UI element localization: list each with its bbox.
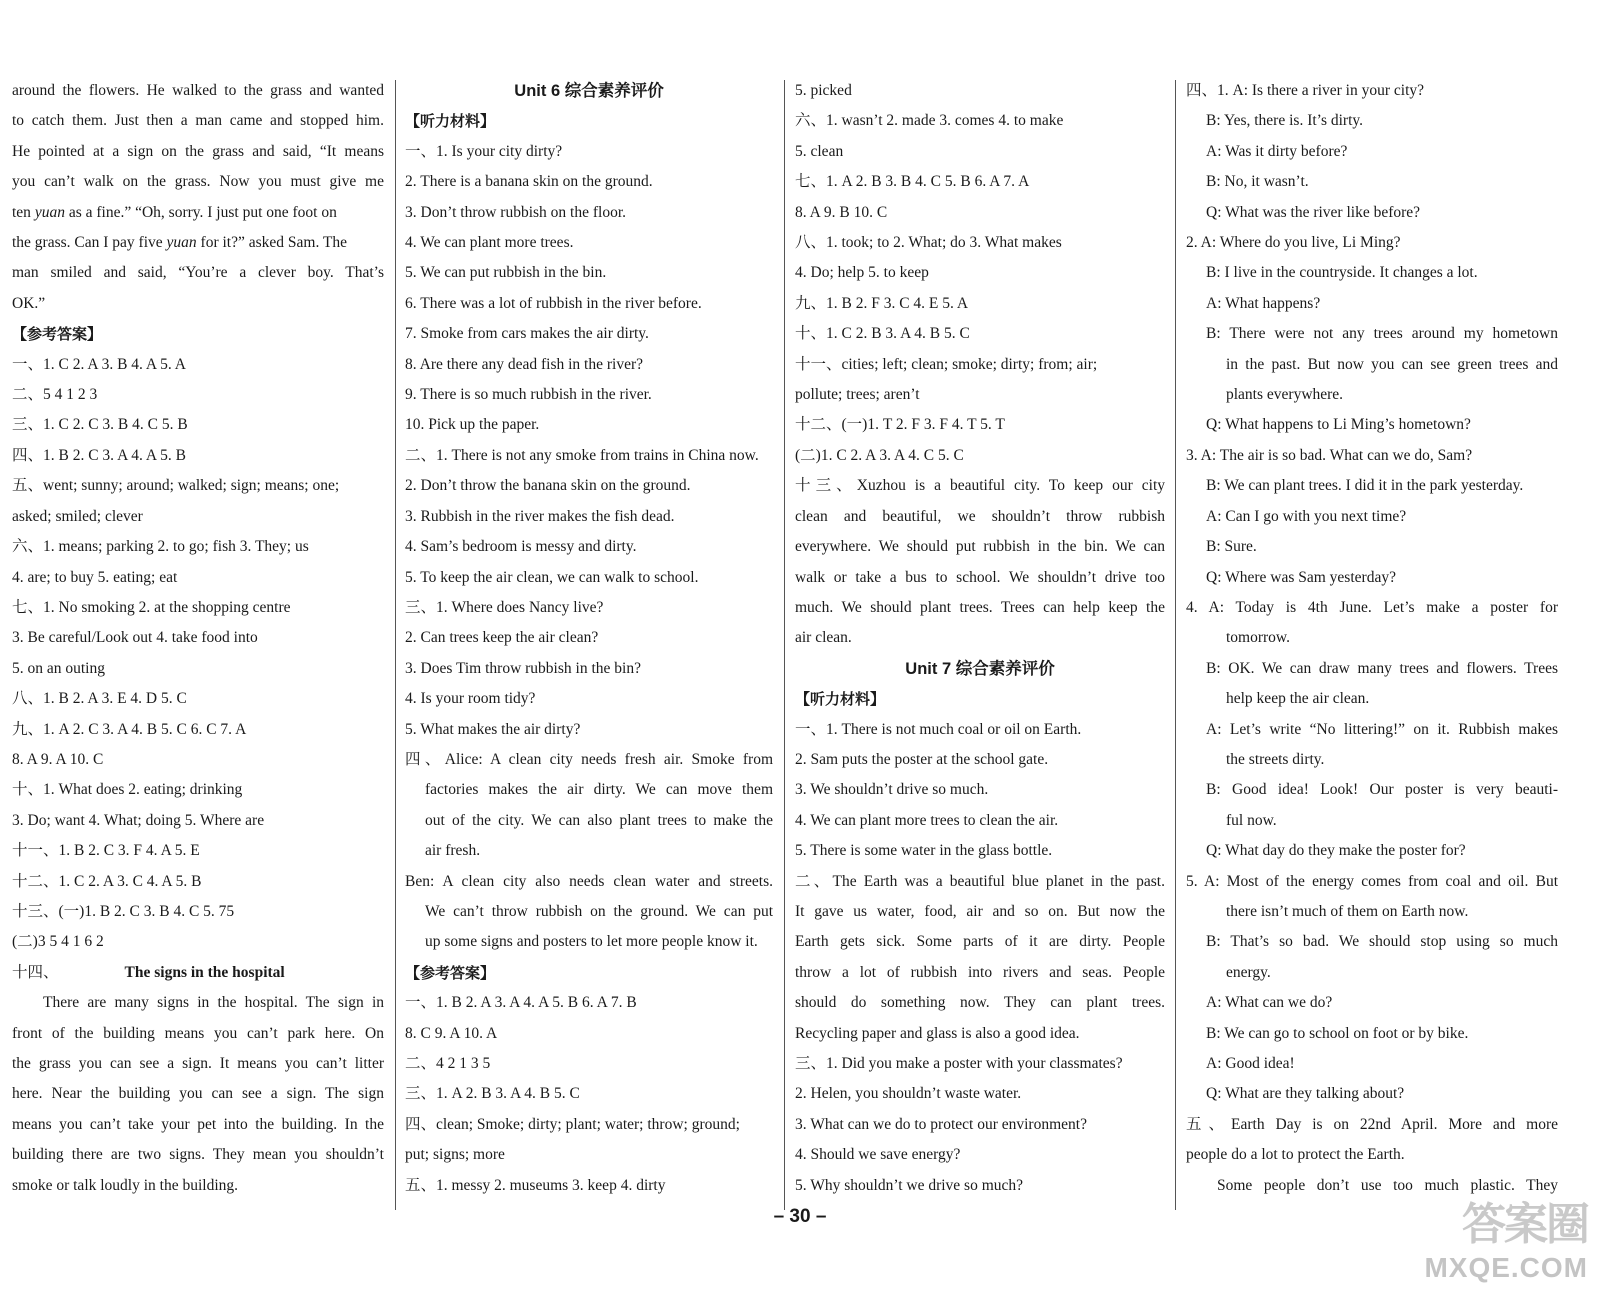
listening-line: 5. We can put rubbish in the bin. (405, 264, 607, 282)
essay-label: 十四、 (12, 963, 59, 981)
listening-line: 一、1. There is not much coal or oil on Earth. (795, 720, 1082, 738)
story-line: He pointed at a sign on the grass and said, “It means (12, 142, 384, 160)
listening-list (795, 715, 1165, 867)
story-line: around the flowers. He walked to the grass and wanted (12, 82, 384, 99)
answer-line: (二)1. C 2. A 3. A 4. C 5. C (795, 446, 964, 464)
dialog-line: B: That’s so bad. We should stop using so much (1206, 933, 1558, 951)
answer-line: 三、1. C 2. C 3. B 4. C 5. B (12, 416, 188, 434)
listening-line: 4. Is your room tidy? (405, 690, 536, 708)
answer-line: 十、1. What does 2. eating; drinking (12, 781, 243, 799)
essay-line: 十三、Xuzhou is a beautiful city. To keep our city (795, 477, 1165, 495)
passage-line: should do something now. They can plant trees. (795, 994, 1165, 1012)
dialog-line: B: I live in the countryside. It changes a lot. (1206, 264, 1478, 282)
column-4 (1186, 76, 1558, 1216)
story-line: you can’t walk on the grass. Now you must give me (12, 173, 384, 191)
essay-body (795, 471, 1165, 653)
listening-line: 2. Can trees keep the air clean? (405, 629, 599, 647)
listening-line: 2. There is a banana skin on the ground. (405, 173, 653, 191)
answer-line: 十一、1. B 2. C 3. F 4. A 5. E (12, 842, 200, 860)
answer-line: 六、1. means; parking 2. to go; fish 3. They; us (12, 538, 309, 556)
answer-line: 九、1. A 2. C 3. A 4. B 5. C 6. C 7. A (12, 720, 247, 738)
dialog-line: ful now. (1226, 811, 1277, 829)
dialog-ben (405, 867, 773, 958)
dialog-line: Ben: A clean city also needs clean water and streets. (405, 872, 773, 890)
passage-line: throw a lot of rubbish into rivers and seas. People (795, 963, 1165, 981)
story-text: for it?” asked Sam. The (196, 234, 348, 252)
listening-line: 8. Are there any dead fish in the river? (405, 355, 644, 373)
question-list (795, 1049, 1165, 1201)
answer-line: 二、5 4 1 2 3 (12, 386, 98, 404)
answer-line: 二、4 2 1 3 5 (405, 1055, 491, 1072)
column-1 (12, 76, 384, 1216)
dialog-line: 5. A: Most of the energy comes from coal and oil. But (1186, 872, 1558, 890)
dialog-line: B: We can plant trees. I did it in the park yesterday. (1206, 477, 1524, 495)
essay-body (12, 988, 384, 1201)
listening-line: 7. Smoke from cars makes the air dirty. (405, 325, 649, 343)
listening-line: 3. Don’t throw rubbish on the floor. (405, 203, 627, 221)
answers-heading: 【参考答案】 (12, 325, 103, 344)
answer-line: asked; smiled; clever (12, 507, 143, 525)
answer-line: 4. Do; help 5. to keep (795, 264, 929, 282)
answer-line: 5. clean (795, 142, 844, 160)
dialog-line: 3. A: The air is so bad. What can we do, Sam? (1186, 446, 1473, 464)
column-divider-3 (1175, 80, 1176, 1210)
dialog-line: B: Yes, there is. It’s dirty. (1206, 112, 1364, 130)
essay-line: means you can’t take your pet into the building. In the (12, 1115, 384, 1133)
passage-line: Recycling paper and glass is also a good idea. (795, 1024, 1080, 1042)
watermark-logo: 答案圈 (1462, 1199, 1588, 1250)
answer-line: 一、1. B 2. A 3. A 4. A 5. B 6. A 7. B (405, 994, 637, 1012)
listening-line: 3. We shouldn’t drive so much. (795, 781, 989, 799)
dialog-line: 2. A: Where do you live, Li Ming? (1186, 234, 1401, 252)
essay-line: here. Near the building you can see a sign. The sign (12, 1085, 384, 1103)
dialog-line: A: What can we do? (1206, 994, 1333, 1012)
answer-line: 七、1. No smoking 2. at the shopping centre (12, 598, 291, 616)
answer-line: 8. A 9. B 10. C (795, 203, 888, 221)
listening-line: 一、1. Is your city dirty? (405, 142, 563, 160)
dialog-line: plants everywhere. (1226, 386, 1344, 404)
answer-list (405, 988, 773, 1201)
listening-line: 10. Pick up the paper. (405, 416, 540, 434)
dialog-line: in the past. But now you can see green trees and (1226, 355, 1558, 373)
essay-line: much. We should plant trees. Trees can help keep the (795, 598, 1165, 616)
answer-line: 八、1. B 2. A 3. E 4. D 5. C (12, 690, 187, 708)
answer-line: 六、1. wasn’t 2. made 3. comes 4. to make (795, 112, 1064, 130)
answer-line: 十二、1. C 2. A 3. C 4. A 5. B (12, 872, 202, 890)
answer-line: 十二、(一)1. T 2. F 3. F 4. T 5. T (795, 416, 1005, 434)
essay-line: building there are two signs. They mean you shouldn’t (12, 1146, 384, 1164)
question-line: 2. Helen, you shouldn’t waste water. (795, 1085, 1022, 1103)
dialog-line: tomorrow. (1226, 629, 1290, 647)
story-line (12, 228, 384, 258)
dialog-line: A: Good idea! (1206, 1055, 1295, 1072)
answer-line: 五、went; sunny; around; walked; sign; means; one; (12, 477, 340, 495)
listening-line: 3. Rubbish in the river makes the fish dead. (405, 507, 675, 525)
watermark (1398, 1188, 1594, 1286)
listening-heading: 【听力材料】 (795, 690, 886, 709)
dialog-line: A: Let’s write “No littering!” on it. Rubbish makes (1206, 720, 1558, 738)
dialog-line: up some signs and posters to let more people know it. (425, 933, 758, 951)
answer-line: 5. picked (795, 82, 852, 99)
listening-heading: 【听力材料】 (405, 112, 496, 131)
essay-line: There are many signs in the hospital. The sign in (43, 994, 384, 1012)
answer-line: put; signs; more (405, 1146, 505, 1164)
dialog-line: Q: What was the river like before? (1206, 203, 1421, 221)
dialog-line: B: No, it wasn’t. (1206, 173, 1309, 191)
page-number: – 30 – (773, 1206, 827, 1227)
listening-line: 4. We can plant more trees to clean the air. (795, 811, 1059, 829)
dialog-line: B: Good idea! Look! Our poster is very beauti- (1206, 781, 1558, 799)
answer-line: 4. are; to buy 5. eating; eat (12, 568, 178, 586)
dialog-alice (405, 745, 773, 867)
passage-line: It gave us water, food, air and so on. But now the (795, 902, 1165, 920)
answer-list (12, 350, 384, 958)
listening-line: 5. To keep the air clean, we can walk to school. (405, 568, 699, 586)
answer-line: 3. Be careful/Look out 4. take food into (12, 629, 258, 647)
essay-line: walk or take a bus to school. We shouldn’t drive too (795, 568, 1165, 586)
dialog-line: A: Was it dirty before? (1206, 142, 1348, 160)
answer-line: 四、clean; Smoke; dirty; plant; water; throw; ground; (405, 1115, 740, 1133)
answer-list (795, 76, 1165, 471)
answer-line: 十、1. C 2. B 3. A 4. B 5. C (795, 325, 970, 343)
question-line: 4. Should we save energy? (795, 1146, 961, 1164)
dialog-line: out of the city. We can also plant trees to make the (425, 811, 773, 829)
dialog-line: B: We can go to school on foot or by bike. (1206, 1024, 1469, 1042)
dialog-line: Q: What happens to Li Ming’s hometown? (1206, 416, 1471, 434)
story-line (12, 198, 384, 228)
story-text: the grass. Can I pay five (12, 234, 167, 252)
dialog-line: We can’t throw rubbish on the ground. We can put (425, 902, 773, 920)
answer-line: 七、1. A 2. B 3. B 4. C 5. B 6. A 7. A (795, 173, 1030, 191)
listening-line: 三、1. Where does Nancy live? (405, 598, 604, 616)
dialog-line: A: What happens? (1206, 294, 1321, 312)
essay-title: The signs in the hospital (124, 963, 285, 981)
answer-line: 5. on an outing (12, 659, 105, 677)
answer-line: (二)3 5 4 1 6 2 (12, 933, 104, 951)
answer-line: 3. Do; want 4. What; doing 5. Where are (12, 811, 265, 829)
story-line: OK.” (12, 294, 46, 312)
story-line: to catch them. Just then a man came and stopped him. (12, 112, 384, 130)
story-italic-word: yuan (166, 234, 197, 252)
dialog-line: Q: Where was Sam yesterday? (1206, 568, 1396, 586)
dialog-line: B: OK. We can draw many trees and flowers. Trees (1206, 659, 1558, 677)
essay-line: front of the building means you can’t park here. On (12, 1024, 384, 1042)
dialog-list (1186, 76, 1558, 1201)
essay-line: the grass you can see a sign. It means you can’t litter (12, 1055, 384, 1072)
dialog-line: A: Can I go with you next time? (1206, 507, 1407, 525)
question-line: 5. Why shouldn’t we drive so much? (795, 1176, 1024, 1194)
column-2 (405, 76, 773, 1216)
column-divider-1 (395, 80, 396, 1210)
dialog-line: factories makes the air dirty. We can move them (425, 781, 773, 799)
question-line: 3. What can we do to protect our environment? (795, 1115, 1087, 1133)
column-3 (795, 76, 1165, 1216)
unit-6-title: Unit 6 综合素养评价 (514, 82, 664, 100)
dialog-line: B: There were not any trees around my hometown (1206, 325, 1558, 343)
answer-line: 8. A 9. A 10. C (12, 750, 104, 768)
dialog-line: Some people don’t use too much plastic. They (1217, 1176, 1558, 1194)
answer-line: 五、1. messy 2. museums 3. keep 4. dirty (405, 1176, 666, 1194)
answer-line: 十一、cities; left; clean; smoke; dirty; from; air; (795, 355, 1098, 373)
listening-line: 5. What makes the air dirty? (405, 720, 581, 738)
listening-line: 5. There is some water in the glass bottle. (795, 842, 1053, 860)
column-divider-2 (784, 80, 785, 1210)
answer-line: 十三、(一)1. B 2. C 3. B 4. C 5. 75 (12, 902, 235, 920)
listening-list (405, 137, 773, 745)
dialog-line: 四、1. A: Is there a river in your city? (1186, 82, 1425, 99)
dialog-line: 四、Alice: A clean city needs fresh air. Smoke from (405, 750, 773, 768)
dialog-line: help keep the air clean. (1226, 690, 1370, 708)
story-italic-word: yuan (34, 203, 65, 221)
answer-line: 8. C 9. A 10. A (405, 1024, 498, 1042)
answer-line: 八、1. took; to 2. What; do 3. What makes (795, 234, 1062, 252)
answers-heading: 【参考答案】 (405, 963, 496, 982)
listening-line: 2. Sam puts the poster at the school gate. (795, 750, 1049, 768)
passage-line: Earth gets sick. Some parts of it are dirty. People (795, 933, 1165, 951)
story-text: ten (12, 203, 35, 221)
essay-line: everywhere. We should put rubbish in the bin. We can (795, 538, 1165, 556)
answer-line: 九、1. B 2. F 3. C 4. E 5. A (795, 294, 969, 312)
unit-7-title: Unit 7 综合素养评价 (905, 659, 1055, 678)
story-text: as a fine.” “Oh, sorry. I just put one foot on (64, 203, 337, 221)
listening-line: 2. Don’t throw the banana skin on the ground. (405, 477, 691, 495)
listening-line: 二、1. There is not any smoke from trains in China now. (405, 446, 759, 464)
dialog-line: 4. A: Today is 4th June. Let’s make a poster for (1186, 598, 1558, 616)
story-line: man smiled and said, “You’re a clever boy. That’s (12, 264, 384, 282)
listening-line: 9. There is so much rubbish in the river. (405, 386, 652, 404)
listening-line: 4. We can plant more trees. (405, 234, 574, 252)
listening-line: 4. Sam’s bedroom is messy and dirty. (405, 538, 637, 556)
essay-line: clean and beautiful, we shouldn’t throw rubbish (795, 507, 1165, 525)
listening-passage (795, 867, 1165, 1049)
answer-line: pollute; trees; aren’t (795, 386, 920, 404)
dialog-line: B: Sure. (1206, 538, 1257, 556)
essay-title-line (12, 958, 384, 988)
dialog-line: the streets dirty. (1226, 750, 1325, 768)
dialog-line: air fresh. (425, 842, 481, 860)
essay-line: smoke or talk loudly in the building. (12, 1176, 239, 1194)
dialog-line: people do a lot to protect the Earth. (1186, 1146, 1405, 1164)
dialog-line: Q: What are they talking about? (1206, 1085, 1405, 1103)
dialog-line: there isn’t much of them on Earth now. (1226, 902, 1469, 920)
answer-line: 一、1. C 2. A 3. B 4. A 5. A (12, 355, 186, 373)
listening-line: 6. There was a lot of rubbish in the river before. (405, 294, 702, 312)
answer-line: 四、1. B 2. C 3. A 4. A 5. B (12, 446, 186, 464)
essay-line: air clean. (795, 629, 852, 647)
passage-line: 二、The Earth was a beautiful blue planet in the past. (795, 872, 1165, 890)
dialog-line: Q: What day do they make the poster for? (1206, 842, 1466, 860)
question-line: 三、1. Did you make a poster with your classmates? (795, 1055, 1123, 1072)
answer-line: 三、1. A 2. B 3. A 4. B 5. C (405, 1085, 580, 1103)
watermark-text: MXQE.COM (1424, 1252, 1588, 1283)
dialog-line: 五、Earth Day is on 22nd April. More and more (1186, 1115, 1558, 1133)
dialog-line: energy. (1226, 963, 1271, 981)
listening-line: 3. Does Tim throw rubbish in the bin? (405, 659, 641, 677)
